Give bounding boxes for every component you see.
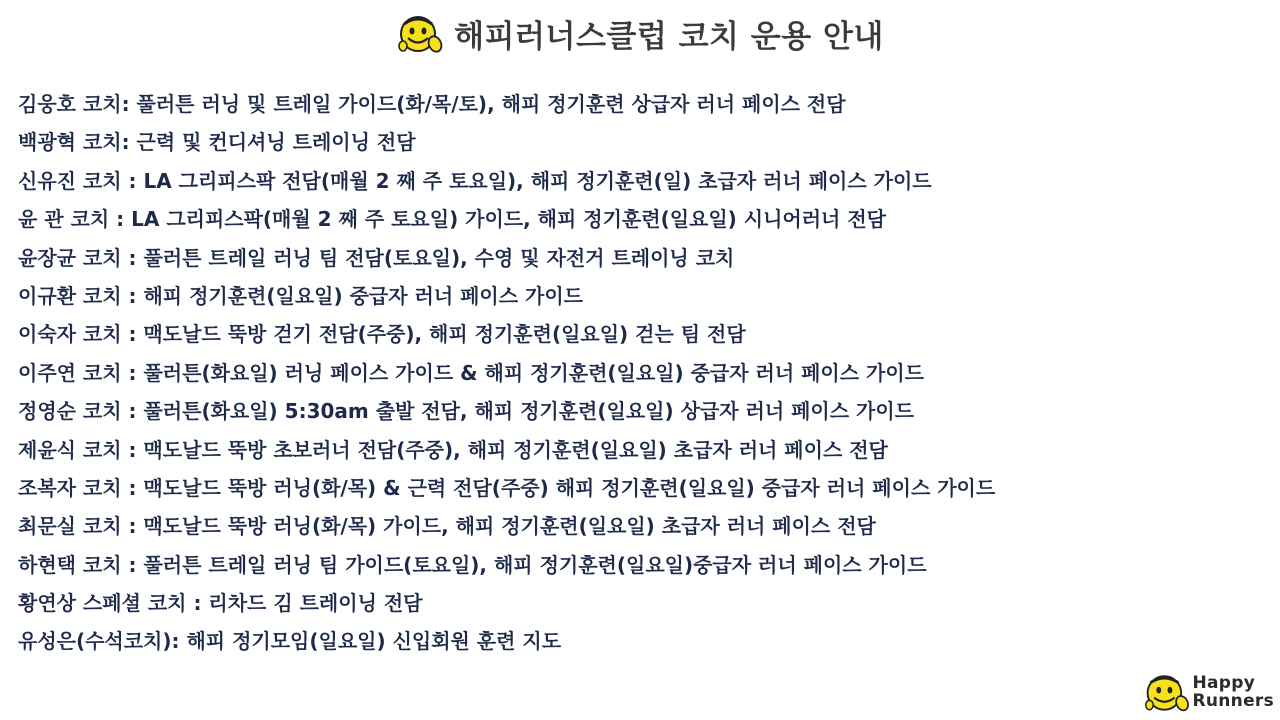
coach-item: 황연상 스페셜 코치 : 리차드 김 트레이닝 전담: [18, 591, 423, 616]
coach-item: 백광혁 코치: 근력 및 컨디셔닝 트레이닝 전담: [18, 130, 416, 155]
coach-item: 유성은(수석코치): 해피 정기모임(일요일) 신입회원 훈련 지도: [18, 629, 562, 654]
coach-item: 이숙자 코치 : 맥도날드 뚝방 걷기 전담(주중), 해피 정기훈련(일요일) 걷는 팀 전담: [18, 322, 746, 347]
coach-item: 조복자 코치 : 맥도날드 뚝방 러닝(화/목) & 근력 전담(주중) 해피 정기훈련(일요일) 중급자 러너 페이스 가이드: [18, 475, 996, 500]
title-row: [0, 10, 1280, 56]
smiley-runner-icon: [1142, 668, 1190, 716]
coach-item: 하현택 코치 : 풀러튼 트레일 러닝 팀 가이드(토요일), 해피 정기훈련(일요일)중급자 러너 페이스 가이드: [18, 552, 927, 577]
logo-line-runners: Runners: [1192, 691, 1274, 711]
coach-item: 윤 관 코치 : LA 그리피스팍(매월 2 째 주 토요일) 가이드, 해피 정기훈련(일요일) 시니어러너 전담: [18, 207, 886, 232]
coach-item: 이주연 코치 : 풀러튼(화요일) 러닝 페이스 가이드 & 해피 정기훈련(일요일) 중급자 러너 페이스 가이드: [18, 360, 924, 385]
coach-item: 김웅호 코치: 풀러튼 러닝 및 트레일 가이드(화/목/토), 해피 정기훈련 상급자 러너 페이스 전담: [18, 92, 846, 116]
coach-item: 윤장균 코치 : 풀러튼 트레일 러닝 팀 전담(토요일), 수영 및 자전거 트레이닝 코치: [18, 245, 735, 270]
page-title: 해피러너스클럽 코치 운용 안내: [454, 18, 884, 55]
coach-item: 최문실 코치 : 맥도날드 뚝방 러닝(화/목) 가이드, 해피 정기훈련(일요일) 초급자 러너 페이스 전담: [18, 514, 876, 539]
logo-text: [1192, 674, 1274, 710]
coach-item: 신유진 코치 : LA 그리피스팍 전담(매월 2 째 주 토요일), 해피 정기훈련(일) 초급자 러너 페이스 가이드: [18, 168, 932, 193]
happy-runners-logo: [1142, 668, 1274, 716]
coach-item: 이규환 코치 : 해피 정기훈련(일요일) 중급자 러너 페이스 가이드: [18, 283, 583, 308]
smiley-runner-icon: [396, 10, 444, 56]
coach-item: 제윤식 코치 : 맥도날드 뚝방 초보러너 전담(주중), 해피 정기훈련(일요일) 초급자 러너 페이스 전담: [18, 437, 888, 462]
coach-list: [18, 87, 1148, 663]
coach-item: 정영순 코치 : 풀러튼(화요일) 5:30am 출발 전담, 해피 정기훈련(일요일) 상급자 러너 페이스 가이드: [18, 399, 914, 424]
logo-line-happy: Happy: [1192, 673, 1256, 693]
